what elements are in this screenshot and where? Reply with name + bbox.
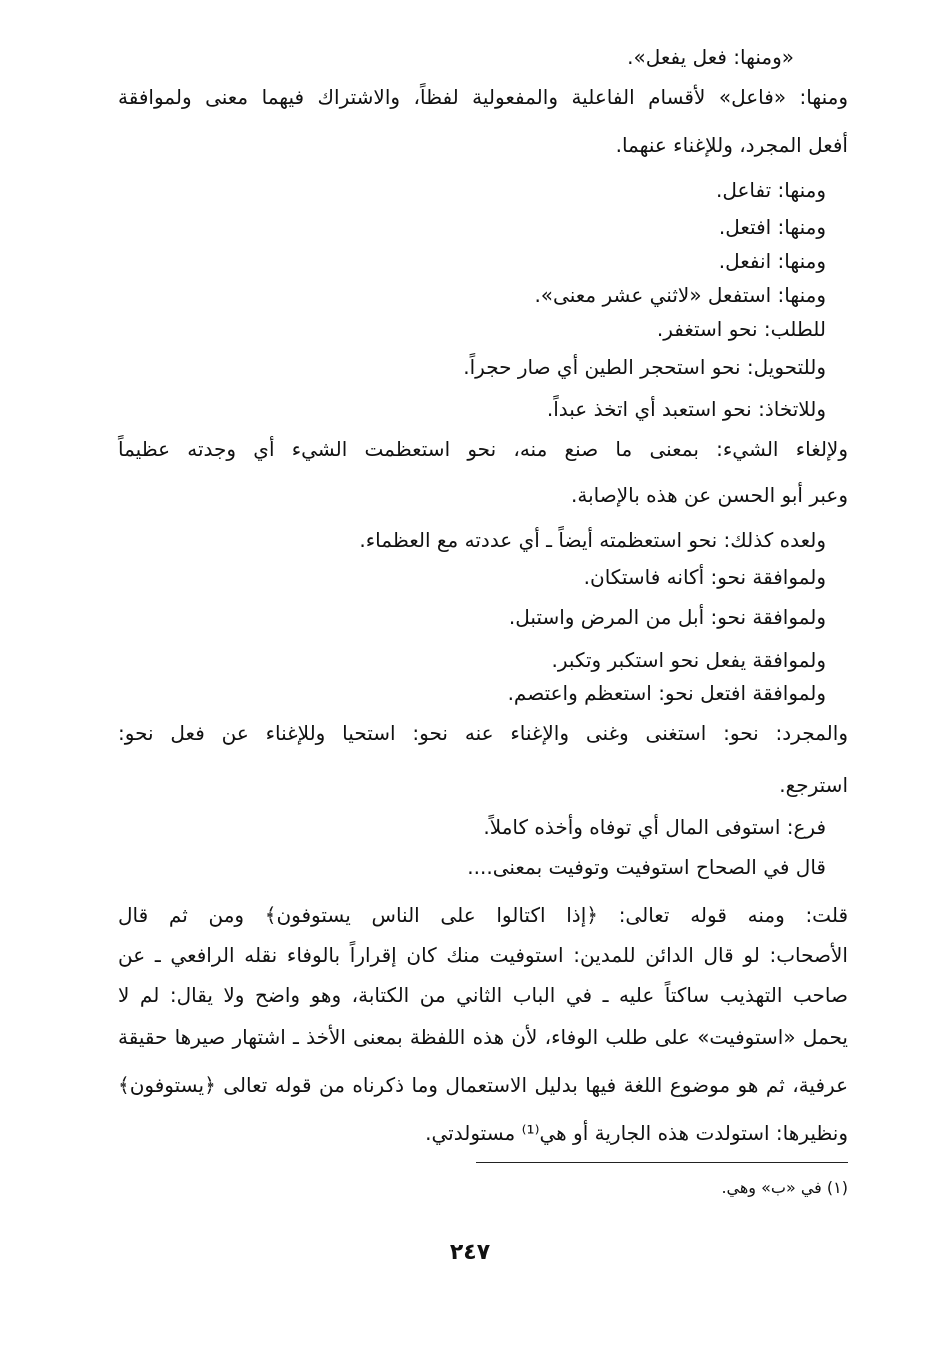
text-line-6: ومنها: انفعل. xyxy=(718,249,826,273)
text-line-21: قال في الصحاح استوفيت وتوفيت بمعنى.... xyxy=(467,855,826,879)
text-line-8: للطلب: نحو استغفر. xyxy=(656,317,826,341)
text-line-22: قلت: ومنه قوله تعالى: ﴿إذا اكتالوا على الناس يستوفون﴾ ومن ثم قال xyxy=(118,903,848,927)
footnote: (١) في «ب» وهي. xyxy=(721,1178,848,1197)
text-line-26: عرفية، ثم هو موضوع اللغة فيها بدليل الاستعمال وما ذكرناه من قوله تعالى ﴿يستوفون﴾ xyxy=(118,1073,848,1097)
text-line-1: «ومنها: فعل يفعل». xyxy=(627,45,794,69)
text-line-16: ولموافقة يفعل نحو استكبر وتكبر. xyxy=(551,648,826,672)
footnote-divider xyxy=(476,1162,848,1163)
page-number: ٢٤٧ xyxy=(449,1240,491,1265)
text-line-23: الأصحاب: لو قال الدائن للمدين: استوفيت منك كان إقراراً بالوفاء نقله الرافعي ـ عن xyxy=(118,943,848,967)
text-line-24: صاحب التهذيب ساكتاً عليه ـ في الباب الثاني من الكتابة، وهو واضح ولا يقال: لم لا xyxy=(118,983,848,1007)
text-line-20: فرع: استوفى المال أي توفاه وأخذه كاملاً. xyxy=(483,815,826,839)
text-line-25: يحمل «استوفيت» على طلب الوفاء، لأن هذه اللفظة بمعنى الأخذ ـ اشتهار صيرها حقيقة xyxy=(118,1025,848,1049)
text-line-5: ومنها: افتعل. xyxy=(718,215,826,239)
text-line-27: ونظيرها: استولدت هذه الجارية أو هي⁽¹⁾ مستولدتي. xyxy=(425,1121,848,1145)
text-line-19: استرجع. xyxy=(779,773,848,797)
text-line-17: ولموافقة افتعل نحو: استعظم واعتصم. xyxy=(507,681,826,705)
text-line-3: أفعل المجرد، وللإغناء عنهما. xyxy=(615,133,848,157)
text-line-9: وللتحويل: نحو استحجر الطين أي صار حجراً. xyxy=(463,355,826,379)
text-line-4: ومنها: تفاعل. xyxy=(715,178,826,202)
text-line-11: ولإلغاء الشيء: بمعنى ما صنع منه، نحو استعظمت الشيء أي وجدته عظيماً xyxy=(118,437,848,461)
text-line-14: ولموافقة نحو: أكانه فاستكان. xyxy=(583,565,826,589)
text-line-15: ولموافقة نحو: أبل من المرض واستبل. xyxy=(508,605,826,629)
text-line-13: ولعده كذلك: نحو استعظمته أيضاً ـ أي عددته مع العظماء. xyxy=(359,528,826,552)
text-line-12: وعبر أبو الحسن عن هذه بالإصابة. xyxy=(570,483,848,507)
text-line-2: ومنها: «فاعل» لأقسام الفاعلية والمفعولية لفظاً، والاشتراك فيهما معنى ولموافقة xyxy=(118,85,848,109)
text-line-18: والمجرد: نحو: استغنى وغنى والإغناء عنه نحو: استحيا وللإغناء عن فعل نحو: xyxy=(118,721,848,745)
text-line-7: ومنها: استفعل «لاثني عشر معنى». xyxy=(534,283,826,307)
text-line-10: وللاتخاذ: نحو استعبد أي اتخذ عبداً. xyxy=(546,397,826,421)
